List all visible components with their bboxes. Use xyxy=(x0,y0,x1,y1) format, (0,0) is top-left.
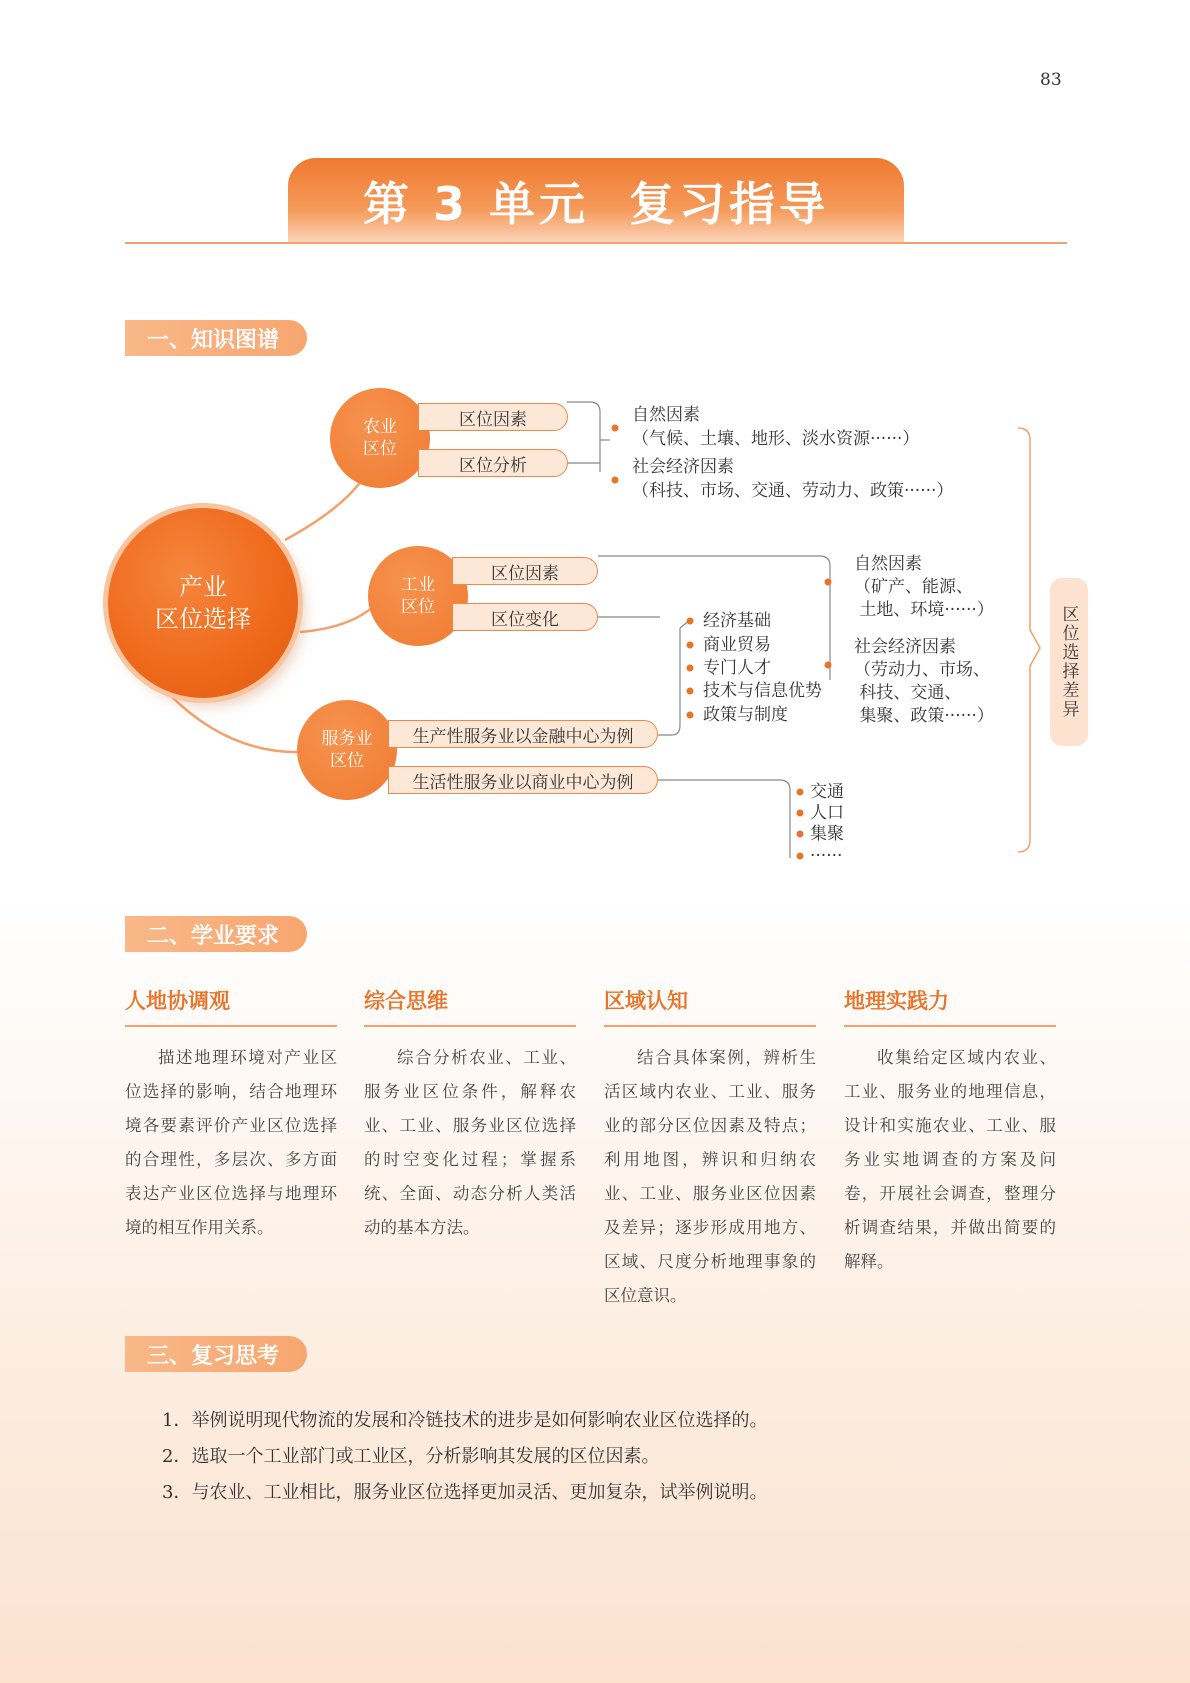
connector-center-industry xyxy=(300,605,375,632)
requirement-body-4: 收集给定区域内农业、工业、服务业的地理信息，设计和实施农业、工业、服务业实地调查的方案及问卷，开展社会调查，整理分析调查结果，并做出简要的解释。 xyxy=(844,1048,1056,1271)
agri-natural-title: 自然因素 xyxy=(632,405,700,425)
industry-social-3: 科技、交通、 xyxy=(854,683,962,703)
review-question-2: 2．选取一个工业部门或工业区，分析影响其发展的区位因素。 xyxy=(162,1446,660,1467)
center-label-line2: 区位选择 xyxy=(155,605,251,633)
review-question-3: 3．与农业、工业相比，服务业区位选择更加灵活、更加复杂，试举例说明。 xyxy=(162,1482,768,1503)
agri-social-detail: （科技、市场、交通、劳动力、政策······） xyxy=(632,481,954,501)
requirement-column-2 xyxy=(364,985,576,1245)
industry-social-1: 社会经济因素 xyxy=(854,637,956,657)
industry-natural-3: 土地、环境······） xyxy=(854,600,994,620)
review-question-1: 1．举例说明现代物流的发展和冷链技术的进步是如何影响农业区位选择的。 xyxy=(162,1410,768,1431)
industry-pill-change: 区位变化 xyxy=(452,603,598,631)
consumer-factor-3: 集聚 xyxy=(810,824,844,844)
service-label-1: 服务业 xyxy=(321,729,373,749)
industry-pill-factors: 区位因素 xyxy=(452,557,598,585)
service-pill-consumer: 生活性服务业以商业中心为例 xyxy=(388,766,658,794)
unit-title: 第 3 单元 复习指导 xyxy=(362,177,830,231)
agri-label-1: 农业 xyxy=(363,417,397,437)
industry-natural-2: （矿产、能源、 xyxy=(854,577,973,597)
requirement-body-2: 综合分析农业、工业、服务业区位条件，解释农业、工业、服务业区位选择的时空变化过程；掌握系统、全面、动态分析人类活动的基本方法。 xyxy=(364,1048,576,1237)
producer-factor-2: 商业贸易 xyxy=(703,635,771,655)
connector-service-consumer xyxy=(658,780,790,858)
industry-social-2: （劳动力、市场、 xyxy=(854,660,990,680)
connector-bracket xyxy=(1018,428,1040,852)
connector-center-service xyxy=(170,695,305,752)
section-heading-review: 三、复习思考 xyxy=(125,1336,307,1372)
consumer-factor-2: 人口 xyxy=(810,803,844,823)
industry-natural-1: 自然因素 xyxy=(854,554,922,574)
connector-service-producer xyxy=(658,628,680,735)
requirement-body-1: 描述地理环境对产业区位选择的影响，结合地理环境各要素评价产业区位选择的合理性，多层次、多方面表达产业区位选择与地理环境的相互作用关系。 xyxy=(125,1048,337,1237)
location-difference-label: 区位选择差异 xyxy=(1058,605,1079,719)
agri-pill-factors: 区位因素 xyxy=(418,403,568,431)
requirement-column-1 xyxy=(125,985,337,1245)
connector-agri-pill1 xyxy=(567,402,600,472)
mindmap-center-node xyxy=(108,508,298,698)
requirement-title-2: 综合思维 xyxy=(364,985,576,1027)
requirement-title-3: 区域认知 xyxy=(604,985,816,1027)
requirement-title-1: 人地协调观 xyxy=(125,985,337,1027)
requirement-body-3: 结合具体案例，辨析生活区域内农业、工业、服务业的部分区位因素及特点；利用地图，辨识和归纳农业、工业、服务业区位因素及差异；逐步形成用地方、区域、尺度分析地理事象的区位意识。 xyxy=(604,1048,816,1305)
producer-factor-5: 政策与制度 xyxy=(703,705,788,725)
producer-factor-4: 技术与信息优势 xyxy=(703,681,822,701)
industry-social-4: 集聚、政策······） xyxy=(854,706,994,726)
review-question-list xyxy=(162,1403,1042,1511)
center-label-line1: 产业 xyxy=(179,573,227,601)
agri-label-2: 区位 xyxy=(363,439,397,459)
service-label-2: 区位 xyxy=(330,751,364,771)
agri-social-title: 社会经济因素 xyxy=(632,457,734,477)
service-pill-producer: 生产性服务业以金融中心为例 xyxy=(388,720,658,748)
requirement-column-4 xyxy=(844,985,1056,1279)
node-service xyxy=(297,700,397,800)
requirement-column-3 xyxy=(604,985,816,1313)
location-difference-box xyxy=(1050,578,1088,746)
industry-label-1: 工业 xyxy=(401,575,435,595)
requirement-title-4: 地理实践力 xyxy=(844,985,1056,1027)
node-agriculture xyxy=(330,388,430,488)
producer-factor-1: 经济基础 xyxy=(703,611,771,631)
section-heading-knowledge-map: 一、知识图谱 xyxy=(125,320,307,356)
consumer-factor-1: 交通 xyxy=(810,782,844,802)
producer-factor-3: 专门人才 xyxy=(703,658,771,678)
connector-center-agriculture xyxy=(285,480,362,540)
agri-pill-analysis: 区位分析 xyxy=(418,449,568,477)
consumer-factor-4: ······ xyxy=(810,846,843,866)
agri-natural-detail: （气候、土壤、地形、淡水资源······） xyxy=(632,429,920,449)
section-heading-requirements: 二、学业要求 xyxy=(125,916,307,952)
industry-label-2: 区位 xyxy=(401,597,435,617)
page-number: 83 xyxy=(1040,70,1062,90)
